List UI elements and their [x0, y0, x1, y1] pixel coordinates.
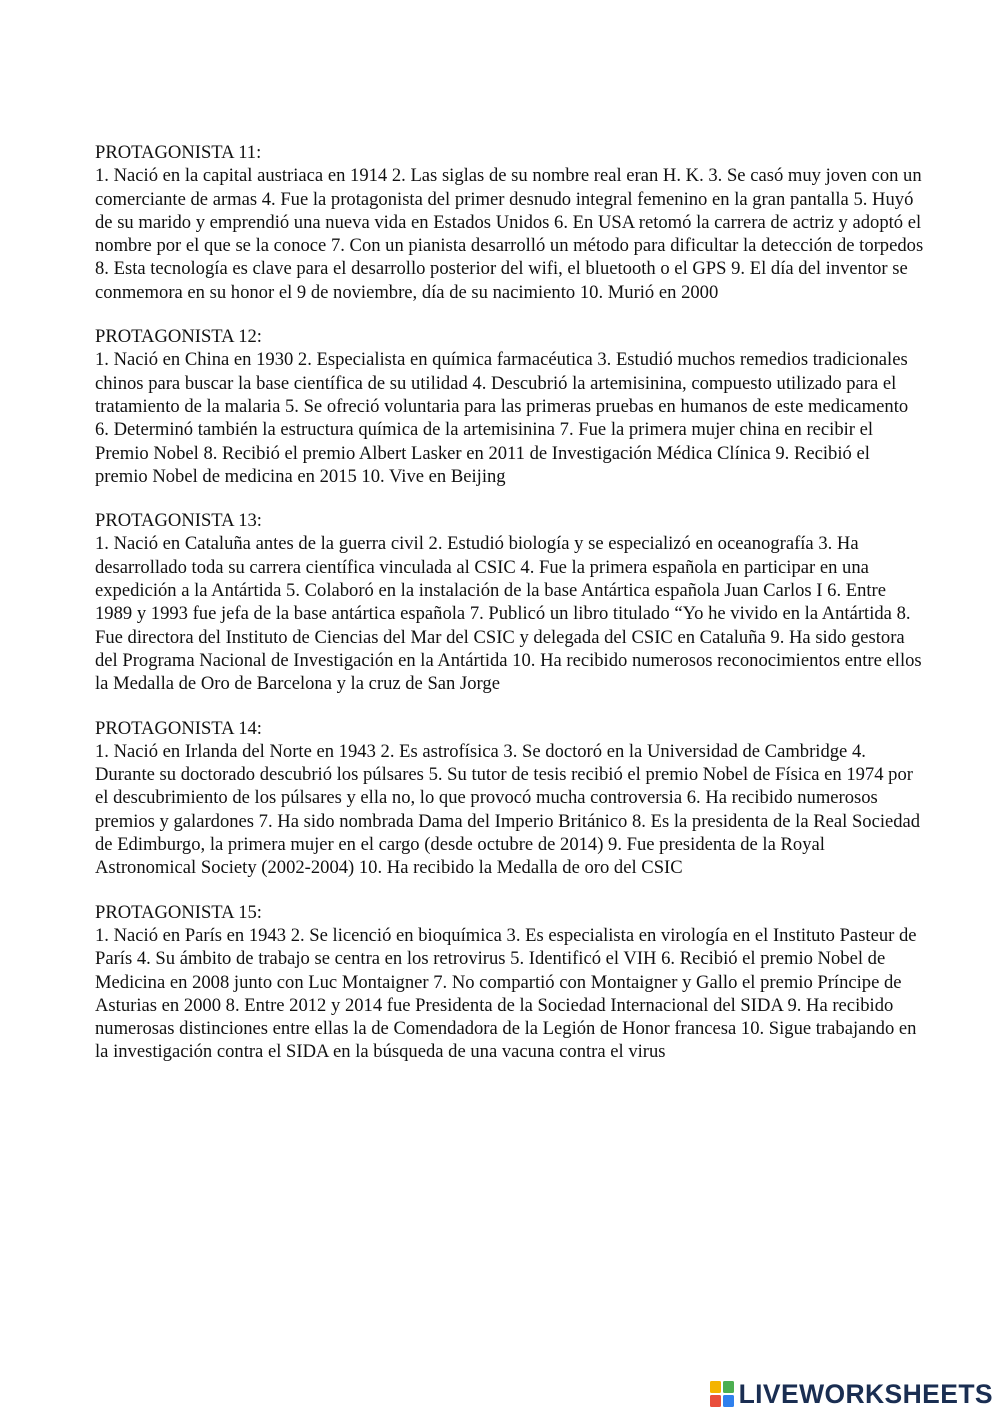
protagonista-section: [95, 901, 925, 1064]
section-body: 1. Nació en China en 1930 2. Especialista en química farmacéutica 3. Estudió muchos remedios tradicionales chinos para buscar la base científica de su utilidad 4. Descubrió la artemisinina, compuesto utilizado para el tratamiento de la malaria 5. Se ofreció voluntaria para las primeras pruebas en humanos de este medicamento 6. Determinó también la estructura química de la artemisinina 7. Fue la primera mujer china en recibir el Premio Nobel 8. Recibió el premio Albert Lasker en 2011 de Investigación Médica Clínica 9. Recibió el premio Nobel de medicina en 2015 10. Vive en Beijing: [95, 349, 909, 487]
protagonista-section: [95, 717, 925, 880]
section-body: 1. Nació en París en 1943 2. Se licenció en bioquímica 3. Es especialista en virología en el Instituto Pasteur de París 4. Su ámbito de trabajo se centra en los retrovirus 5. Identificó el VIH 6. Recibió el premio Nobel de Medicina en 2008 junto con Luc Montaigner 7. No compartió con Montaigner y Gallo el premio Príncipe de Asturias en 2000 8. Entre 2012 y 2014 fue Presidenta de la Sociedad Internacional del SIDA 9. Ha recibido numerosas distinciones entre ellas la de Comendadora de la Legión de Honor francesa 10. Sigue trabajando en la investigación contra el SIDA en la búsqueda de una vacuna contra el virus: [95, 924, 917, 1063]
section-title: PROTAGONISTA 13:: [95, 510, 262, 532]
section-title: PROTAGONISTA 11:: [95, 142, 262, 163]
protagonista-section: [95, 509, 925, 695]
section-body: 1. Nació en la capital austriaca en 1914 2. Las siglas de su nombre real eran H. K. 3. Se casó muy joven con un comerciante de armas 4. Fue la protagonista del primer desnudo integral femenino en la gran pantalla 5. Huyó de su marido y emprendió una nueva vida en Estados Unidos 6. En USA retomó la carrera de actriz y adoptó el nombre por el que se la conoce 7. Con un pianista desarrolló un método para dificultar la detección de torpedos 8. Esta tecnología es clave para el desarrollo posterior del wifi, el bluetooth o el GPS 9. El día del inventor se conmemora en su honor el 9 de noviembre, día de su nacimiento 10. Murió en 2000: [95, 165, 924, 303]
section-body: 1. Nació en Cataluña antes de la guerra civil 2. Estudió biología y se especializó en oceanografía 3. Ha desarrollado toda su carrera científica vinculada al CSIC 4. Fue la primera española en participar en una expedición a la Antártida 5. Colaboró en la instalación de la base Antártica española Juan Carlos I 6. Entre 1989 y 1993 fue jefa de la base antártica española 7. Publicó un libro titulado “Yo he vivido en la Antártida 8. Fue directora del Instituto de Ciencias del Mar del CSIC y delegada del CSIC en Cataluña 9. Ha sido gestora del Programa Nacional de Investigación en la Antártida 10. Ha recibido numerosos reconocimientos entre ellos la Medalla de Oro de Barcelona y la cruz de San Jorge: [95, 533, 922, 695]
liveworksheets-logo-icon: [709, 1380, 735, 1408]
document-page: [95, 141, 925, 1085]
section-title: PROTAGONISTA 15:: [95, 901, 262, 923]
liveworksheets-brand[interactable]: [709, 1378, 993, 1410]
brand-name: LIVEWORKSHEETS: [738, 1378, 993, 1409]
protagonista-section: [95, 141, 925, 304]
section-body: 1. Nació en Irlanda del Norte en 1943 2. Es astrofísica 3. Se doctoró en la Universidad de Cambridge 4. Durante su doctorado descubrió los púlsares 5. Su tutor de tesis recibió el premio Nobel de Física en 1974 por el descubrimiento de los púlsares y ella no, lo que provocó mucha controversia 6. Ha recibido numerosos premios y galardones 7. Ha sido nombrada Dama del Imperio Británico 8. Es la presidenta de la Real Sociedad de Edimburgo, la primera mujer en el cargo (desde octubre de 2014) 9. Fue presidenta de la Royal Astronomical Society (2002-2004) 10. Ha recibido la Medalla de oro del CSIC: [95, 740, 921, 879]
section-title: PROTAGONISTA 12:: [95, 326, 262, 348]
protagonista-section: [95, 325, 925, 488]
section-title: PROTAGONISTA 14:: [95, 717, 262, 739]
